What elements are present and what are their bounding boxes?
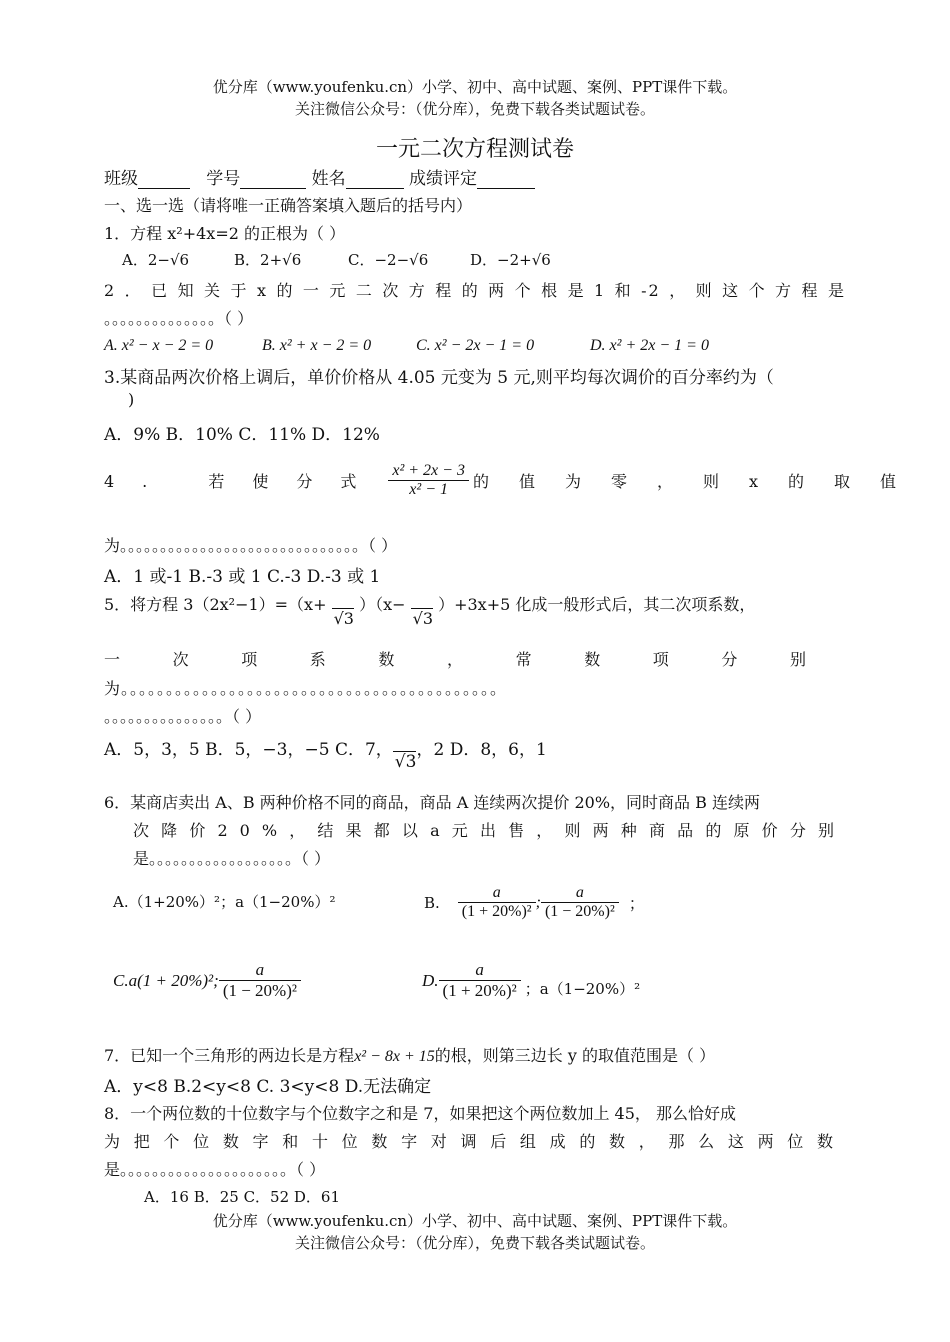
q6-option-d-label: D. [422, 970, 439, 990]
q6-c-frac-den: (1 − 20%)² [222, 981, 297, 1000]
q6-b-semi: ； [628, 894, 645, 913]
q3-options: A．9% B．10% C．11% D．12% [104, 425, 380, 445]
q2-option-b: B. x² + x − 2 = 0 [262, 337, 372, 354]
q5-sqrt-1: √3 [333, 609, 354, 628]
q5-line2: 一次项系数，常数项分别 [104, 650, 846, 669]
q6-option-d [422, 960, 640, 1001]
q6-b-frac-2 [541, 884, 619, 921]
q5-part-c: ）+3x+5 化成一般形式后，其二次项系数， [438, 595, 756, 614]
q7-post: 的根，则第三边长 y 的取值范围是（ ） [434, 1046, 716, 1065]
q5-part-a: 5．将方程 3（2x²−1）=（x+ [104, 595, 327, 614]
q6-line1: 6．某商店卖出 A、B 两种价格不同的商品，商品 A 连续两次提价 20%，同时商品 B 连续两 [104, 793, 760, 812]
q6-b-frac-1-num: a [458, 884, 536, 903]
q7-pre: 7．已知一个三角形的两边长是方程 [104, 1046, 355, 1065]
q5-options [104, 735, 547, 772]
q5-rad-2: 3 [422, 609, 433, 628]
q4-fraction [388, 462, 469, 499]
id-blank[interactable] [240, 172, 306, 189]
q4-stem [104, 462, 926, 499]
q5-rad-3: 3 [405, 752, 417, 772]
q7-options: A．y<8 B.2<y<8 C. 3<y<8 D.无法确定 [104, 1077, 432, 1097]
q8-line1: 8．一个两位数的十位数字与个位数字之和是 7，如果把这个两位数加上 45， 那么恰好成 [104, 1104, 736, 1123]
q4-pre: 4. 若使分式 [104, 472, 385, 491]
q2-dots: 。。。。。。。。。。。。。。（ ） [104, 309, 254, 328]
q6-b-frac-1-den: (1 + 20%)² [461, 903, 532, 920]
class-label: 班级 [104, 169, 138, 189]
q2-stem: 2．已知关于x的一元二次方程的两个根是1和-2，则这个方程是 [104, 281, 846, 300]
name-blank[interactable] [346, 172, 404, 189]
q5-line1 [104, 592, 756, 628]
q6-d-frac-num: a [439, 960, 521, 981]
q6-option-b [424, 884, 645, 921]
header-line2: 关注微信公众号：（优分库），免费下载各类试题试卷。 [294, 100, 655, 118]
q1-stem: 1．方程 x²+4x=2 的正根为（ ） [104, 224, 346, 243]
q3-stem: 3.某商品两次价格上调后，单价价格从 4.05 元变为 5 元,则平均每次调价的百分率约为（ [104, 368, 774, 388]
q5-options-b: ，2 D．8，6，1 [416, 740, 547, 760]
footer-line1: 优分库（www.youfenku.cn）小学、初中、高中试题、案例、PPT课件下载。 [212, 1212, 738, 1230]
q1-option-c: C．−2−√6 [348, 251, 429, 269]
q5-rad-1: 3 [343, 609, 354, 628]
q5-line4: 。。。。。。。。。。。。。。。（ ） [104, 707, 262, 726]
q3-stem-close: ) [128, 390, 135, 409]
q6-option-a: A.（1+20%）²；a（1−20%）² [113, 893, 336, 911]
score-blank[interactable] [477, 172, 535, 189]
q5-sqrt-3: √3 [394, 752, 417, 772]
section-title: 一、选一选（请将唯一正确答案填入题后的括号内） [104, 196, 473, 215]
q6-d-frac [439, 960, 521, 1001]
q7-stem [104, 1043, 715, 1066]
q4-denominator: x² − 1 [409, 481, 448, 498]
q6-option-c-expr: C.a(1 + 20%)²; [113, 970, 219, 990]
q6-c-frac-num: a [219, 960, 301, 981]
q6-b-frac-2-den: (1 − 20%)² [544, 903, 615, 920]
q1-option-d: D．−2+√6 [470, 251, 551, 269]
q8-line3: 是。。。。。。。。。。。。。。。。。。。。。（ ） [104, 1160, 326, 1179]
q2-option-a: A. x² − x − 2 = 0 [104, 337, 214, 354]
q4-options: A．1 或-1 B.-3 或 1 C.-3 D.-3 或 1 [104, 567, 381, 587]
q8-line2: 为把个位数字和十位数字对调后组成的数，那么这两位数 [104, 1132, 846, 1151]
student-info-row [104, 164, 535, 189]
q2-option-c: C. x² − 2x − 1 = 0 [416, 337, 535, 354]
q6-line3: 是。。。。。。。。。。。。。。。。。。（ ） [133, 849, 331, 868]
q1-option-b: B．2+√6 [234, 251, 302, 269]
q2-option-d: D. x² + 2x − 1 = 0 [590, 337, 709, 354]
q4-post: 的值为零，则x的取值 [472, 472, 926, 491]
q6-b-sep: ; [535, 893, 541, 911]
header-line1: 优分库（www.youfenku.cn）小学、初中、高中试题、案例、PPT课件下载。 [212, 78, 738, 96]
q6-d-tail: ；a（1−20%）² [524, 980, 641, 998]
q6-b-frac-2-num: a [541, 884, 619, 903]
footer-line2: 关注微信公众号：（优分库），免费下载各类试题试卷。 [294, 1234, 655, 1252]
q5-options-a: A．5，3，5 B．5，−3，−5 C．7， [104, 740, 393, 760]
name-label: 姓名 [311, 169, 346, 189]
score-label: 成绩评定 [409, 169, 478, 189]
q6-b-frac-1 [458, 884, 536, 921]
q7-equation: x² − 8x + 15 [354, 1048, 435, 1065]
q4-line2: 为。。。。。。。。。。。。。。。。。。。。。。。。。。。。。。（ ） [104, 536, 398, 555]
q4-numerator: x² + 2x − 3 [388, 462, 469, 481]
q6-line2: 次降价20%，结果都以a元出售，则两种商品的原价分别 [133, 821, 846, 840]
id-label: 学号 [206, 169, 241, 189]
page-title: 一元二次方程测试卷 [375, 137, 574, 162]
q6-c-frac [219, 960, 301, 1001]
q6-option-b-label: B. [424, 893, 440, 912]
q5-line3: 为。。。。。。。。。。。。。。。。。。。。。。。。。。。。。。。。。。。。。。。。。。 [104, 679, 508, 698]
q1-option-a: A．2−√6 [122, 251, 190, 269]
q5-part-b: ）（x− [359, 595, 406, 614]
q8-options: A．16 B．25 C．52 D．61 [144, 1188, 341, 1206]
class-blank[interactable] [138, 172, 190, 189]
q5-sqrt-2: √3 [412, 609, 433, 628]
q6-d-frac-den: (1 + 20%)² [442, 981, 517, 1000]
q6-option-c [113, 960, 301, 1001]
